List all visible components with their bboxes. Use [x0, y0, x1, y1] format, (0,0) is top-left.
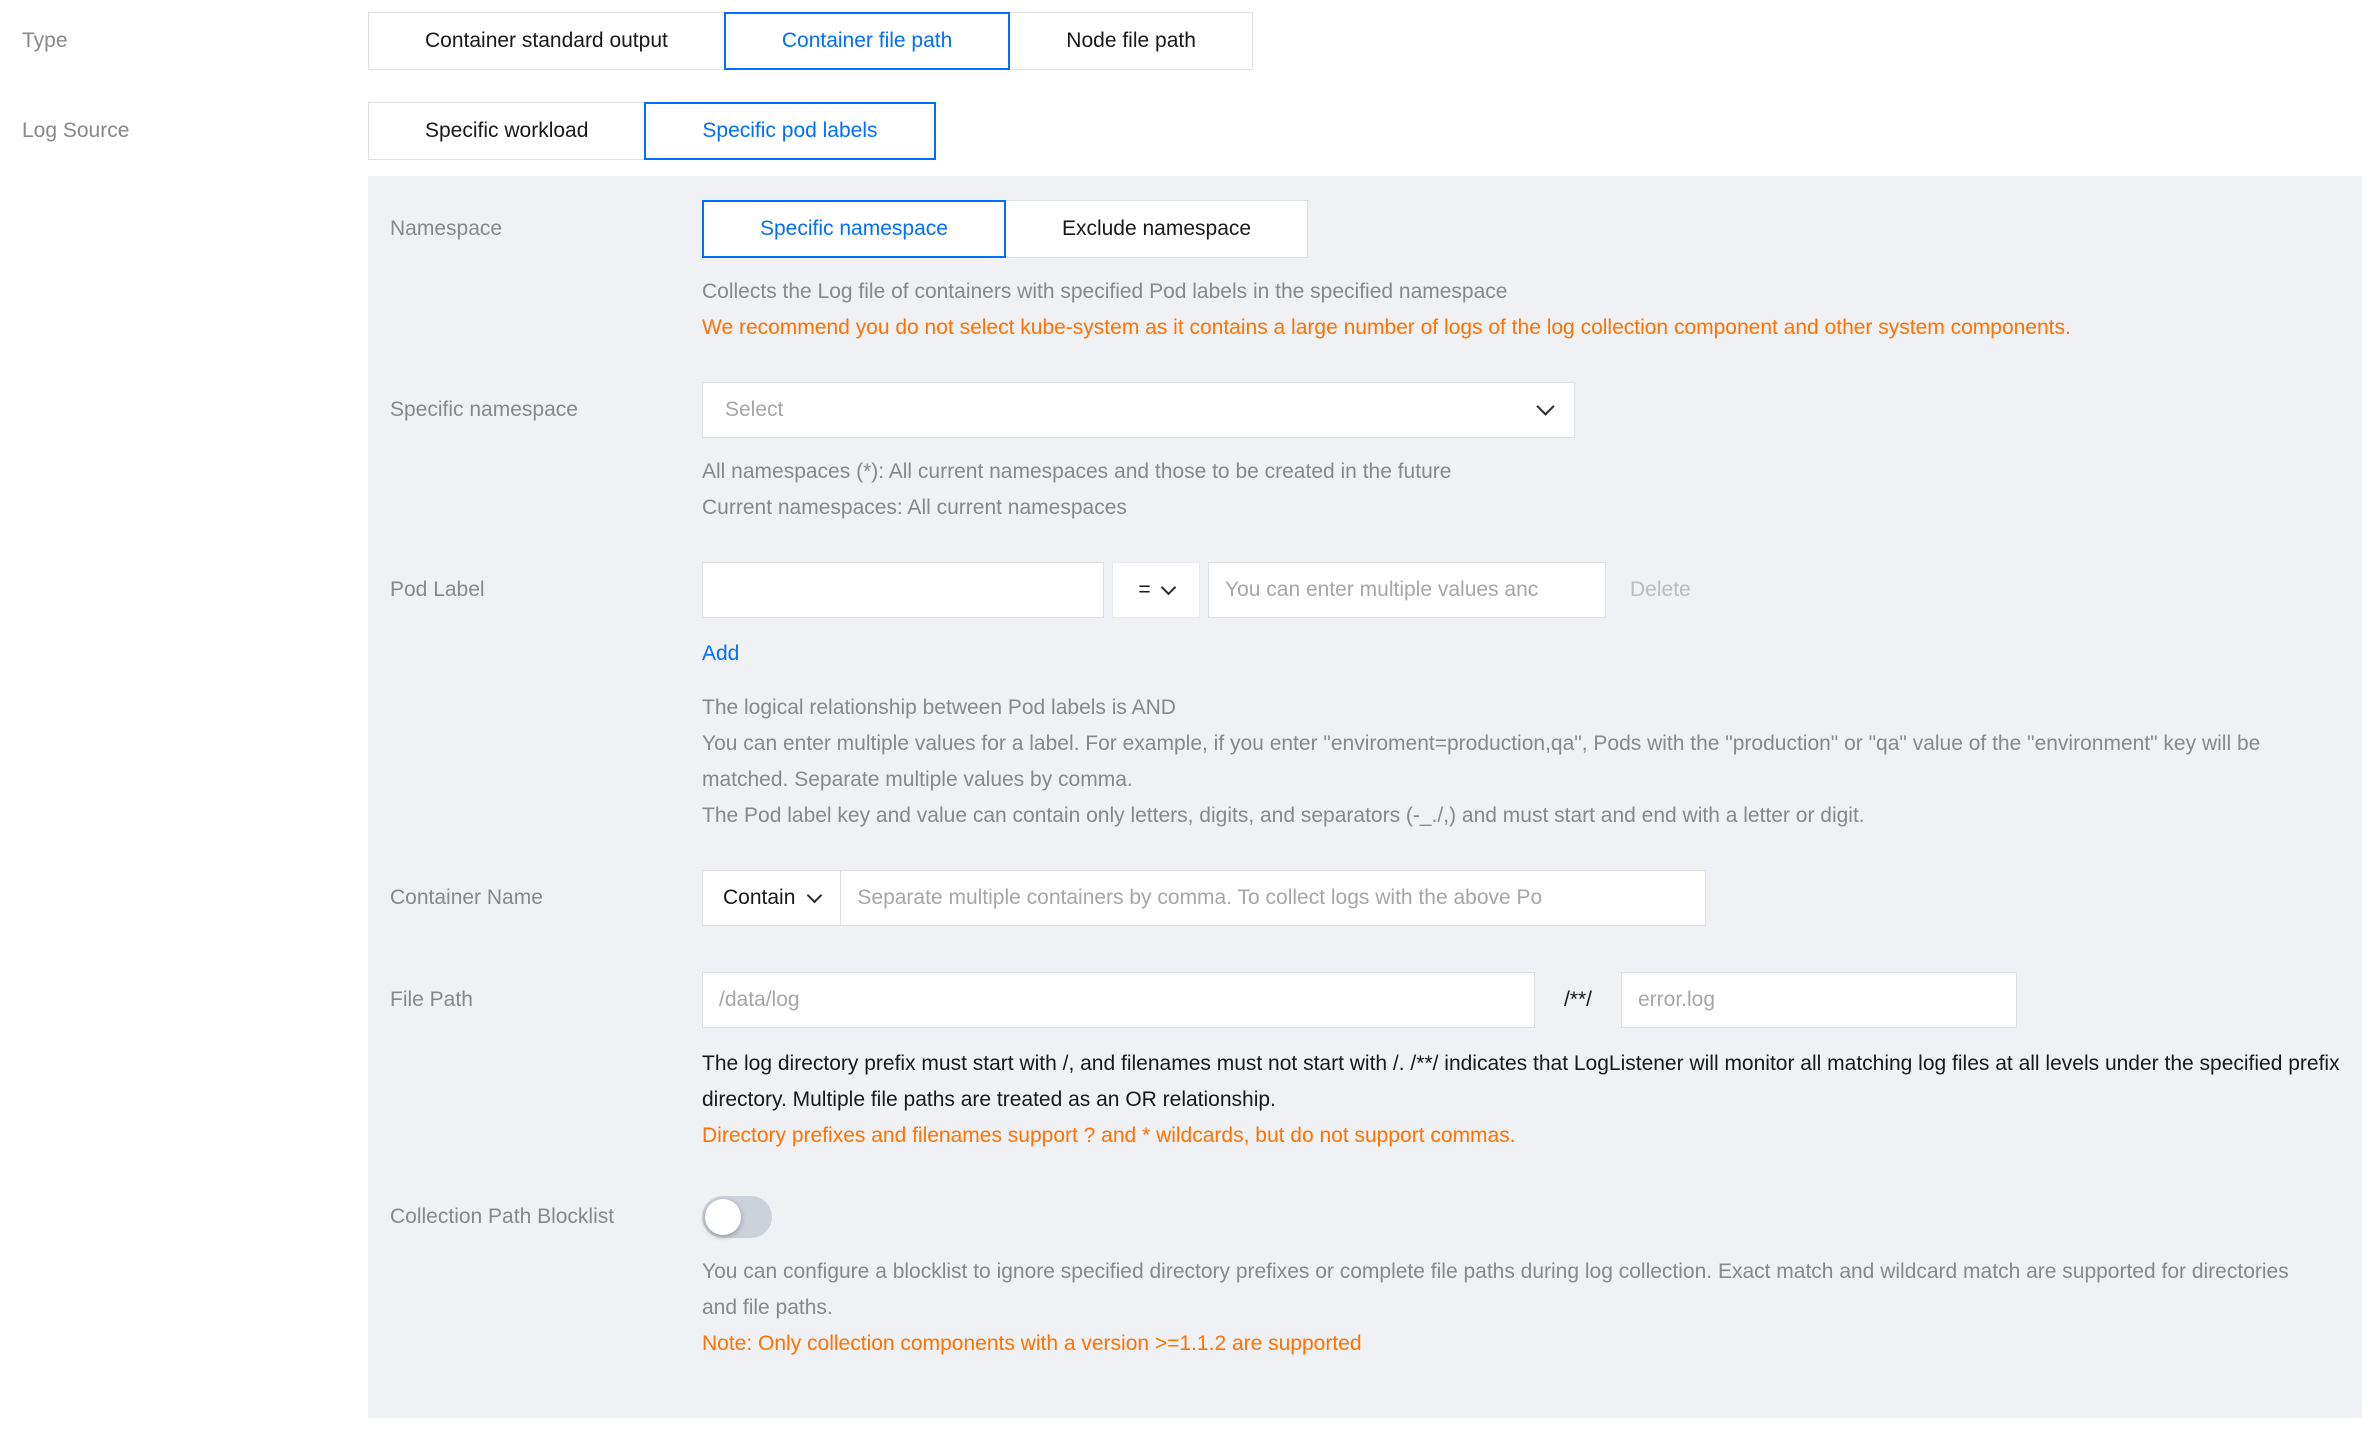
- container-name-row: [390, 870, 2362, 926]
- collection-path-blocklist-row: [390, 1196, 2362, 1362]
- log-source-tab-group: [368, 102, 936, 160]
- type-row: [0, 12, 2370, 70]
- tab-specific-namespace[interactable]: Specific namespace: [702, 200, 1006, 258]
- specific-namespace-select[interactable]: [702, 382, 1575, 438]
- file-path-label: File Path: [390, 988, 473, 1011]
- pod-label-help-line: The logical relationship between Pod labels is AND: [702, 696, 1176, 719]
- file-path-warning-text: Directory prefixes and filenames support ? and * wildcards, but do not support commas.: [702, 1124, 1516, 1147]
- select-placeholder: Select: [725, 398, 784, 421]
- file-path-description: [702, 1046, 2362, 1154]
- file-path-description-text: The log directory prefix must start with /, and filenames must not start with /. /**/ indicates that LogListener will monitor all matching log files at all levels under the specified prefix directory. Multiple file paths are treated as an OR relationship.: [702, 1052, 2340, 1111]
- namespace-label: Namespace: [390, 217, 503, 240]
- specific-namespace-label: Specific namespace: [390, 398, 578, 421]
- pod-label-key-input[interactable]: [702, 562, 1104, 618]
- container-name-operator-select[interactable]: [702, 870, 841, 926]
- namespace-row: [390, 200, 2362, 346]
- namespace-warning-text: We recommend you do not select kube-system as it contains a large number of logs of the log collection component and other system components.: [702, 316, 2071, 339]
- file-path-prefix-input[interactable]: [702, 972, 1535, 1028]
- type-label: Type: [22, 29, 68, 52]
- delete-link[interactable]: Delete: [1630, 578, 1691, 601]
- pod-labels-config-panel: [368, 176, 2362, 1418]
- container-name-label: Container Name: [390, 886, 543, 909]
- collection-path-blocklist-label: Collection Path Blocklist: [390, 1205, 615, 1228]
- pod-label-help-line: The Pod label key and value can contain only letters, digits, and separators (-_./,) and must start and end with a letter or digit.: [702, 804, 1865, 827]
- pod-label-value-input[interactable]: [1208, 562, 1606, 618]
- tab-exclude-namespace[interactable]: Exclude namespace: [1005, 200, 1308, 258]
- namespace-description: [702, 274, 2262, 346]
- pod-label-label: Pod Label: [390, 578, 485, 601]
- file-path-separator: /**/: [1563, 988, 1592, 1011]
- tab-specific-workload[interactable]: Specific workload: [368, 102, 645, 160]
- tab-node-file-path[interactable]: Node file path: [1009, 12, 1253, 70]
- log-source-label: Log Source: [22, 119, 130, 142]
- toggle-knob: [705, 1199, 741, 1235]
- add-link[interactable]: Add: [702, 642, 740, 665]
- specific-namespace-help: [702, 454, 2262, 526]
- file-path-filename-input[interactable]: [1621, 972, 2017, 1028]
- chevron-down-icon: [807, 888, 823, 904]
- file-path-row: [390, 972, 2362, 1154]
- operator-value: Contain: [723, 886, 796, 909]
- type-tab-group: [368, 12, 1253, 70]
- operator-value: =: [1138, 578, 1151, 601]
- blocklist-toggle[interactable]: [702, 1196, 772, 1238]
- chevron-down-icon: [1536, 397, 1554, 415]
- namespace-description-text: Collects the Log file of containers with specified Pod labels in the specified namespace: [702, 280, 1508, 303]
- blocklist-description-text: You can configure a blocklist to ignore specified directory prefixes or complete file paths during log collection. Exact match and wildcard match are supported for directories and file paths.: [702, 1260, 2289, 1319]
- blocklist-description: [702, 1254, 2292, 1362]
- container-name-input[interactable]: [840, 870, 1706, 926]
- specific-namespace-row: [390, 382, 2362, 526]
- namespace-tab-group: [702, 200, 2362, 258]
- tab-container-file-path[interactable]: Container file path: [724, 12, 1010, 70]
- tab-specific-pod-labels[interactable]: Specific pod labels: [644, 102, 935, 160]
- tab-container-standard-output[interactable]: Container standard output: [368, 12, 725, 70]
- blocklist-note-text: Note: Only collection components with a version >=1.1.2 are supported: [702, 1332, 1362, 1355]
- namespace-help-line: All namespaces (*): All current namespaces and those to be created in the future: [702, 460, 1452, 483]
- chevron-down-icon: [1160, 580, 1176, 596]
- pod-label-help-line: You can enter multiple values for a label. For example, if you enter "enviroment=production,qa", Pods with the "production" or "qa" value of the "environment" key will be matched. Separate multiple values by comma.: [702, 732, 2261, 791]
- namespace-help-line: Current namespaces: All current namespaces: [702, 496, 1127, 519]
- pod-label-operator-select[interactable]: [1112, 562, 1200, 618]
- pod-label-row: [390, 562, 2362, 834]
- log-source-row: [0, 102, 2370, 160]
- pod-label-help: [702, 690, 2262, 834]
